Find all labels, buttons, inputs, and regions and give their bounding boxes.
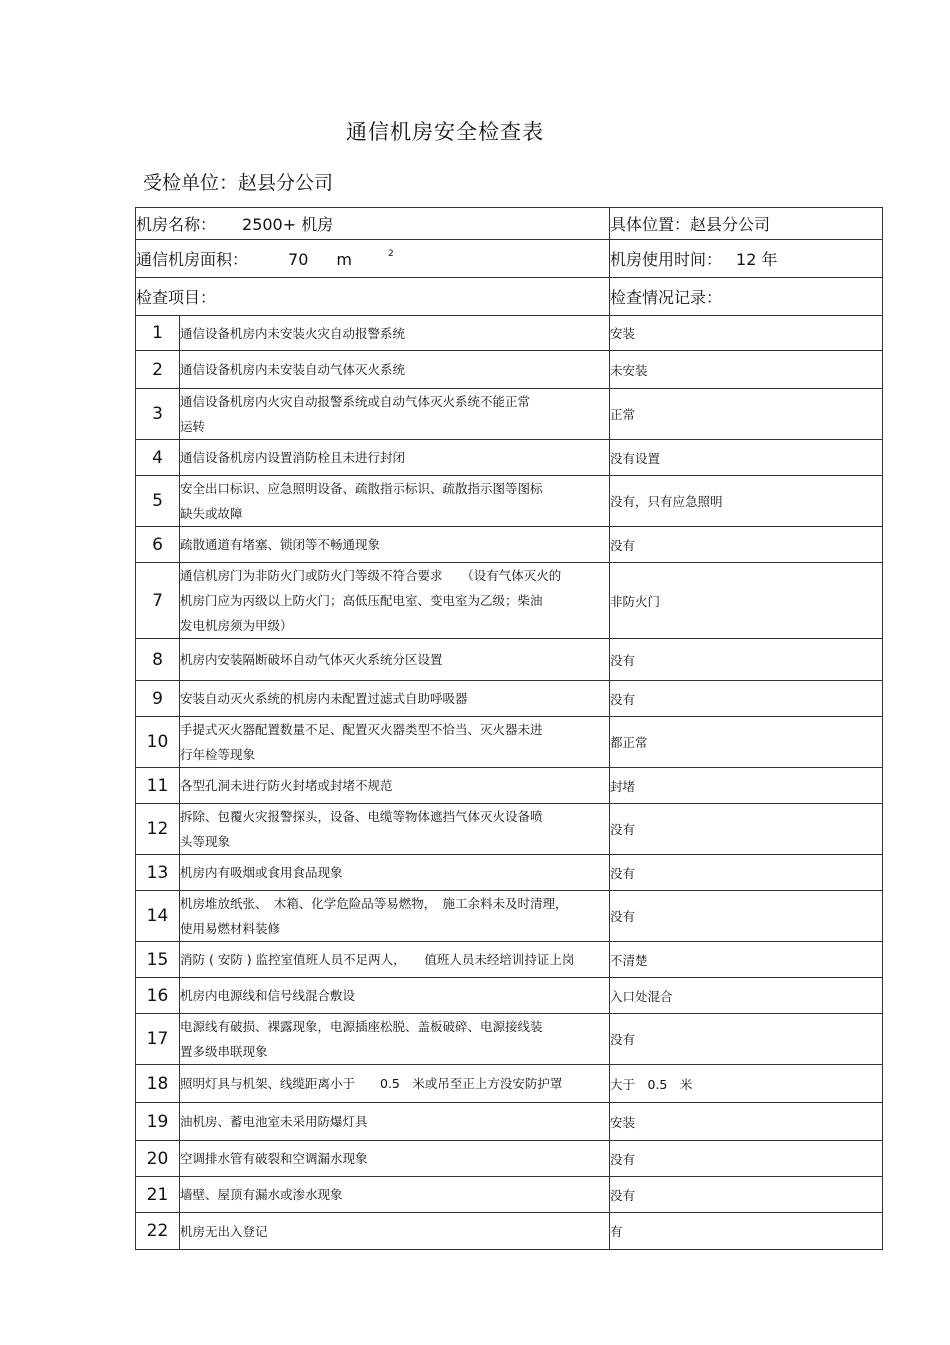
row-result: 大于 0.5 米 [610,1065,883,1103]
row-item-line: 手提式灭火器配置数量不足、配置灭火器类型不恰当、灭火器未进 [180,722,543,737]
row-result: 没有设置 [610,440,883,476]
row-item [180,389,610,440]
row-item-line: 通信设备机房内未安装自动气体灭火系统 [180,362,406,377]
row-item [180,527,610,563]
row-number: 21 [136,1177,180,1213]
row-result: 没有 [610,1141,883,1177]
row-item [180,681,610,717]
row-number: 1 [136,316,180,351]
row-number: 8 [136,639,180,681]
row-number: 11 [136,768,180,804]
header-row-name [136,208,883,240]
row-item [180,1103,610,1141]
row-result: 没有 [610,527,883,563]
row-item [180,1141,610,1177]
row-item-line: 安装自动灭火系统的机房内未配置过滤式自助呼吸器 [180,691,468,706]
row-item [180,717,610,768]
table-row [136,1141,883,1177]
area-unit-superscript: 2 [387,249,394,259]
row-item-line: 消防 ( 安防 ) 监控室值班人员不足两人， 值班人员未经培训持证上岗 [180,952,575,967]
row-item-line: 头等现象 [180,834,231,849]
usage-value: 12 年 [736,250,778,269]
row-item [180,1213,610,1250]
row-result: 没有 [610,639,883,681]
area-value: 70 [288,250,309,269]
row-item-line: 通信设备机房内火灾自动报警系统或自动气体灭火系统不能正常 [180,394,531,409]
row-result: 没有 [610,804,883,855]
row-item-line: 机房内电源线和信号线混合敷设 [180,988,356,1003]
usage-label: 机房使用时间： [610,250,723,269]
row-number: 16 [136,978,180,1014]
row-item-line: 通信设备机房内设置消防栓且未进行封闭 [180,450,406,465]
row-item-line: 油机房、蓄电池室未采用防爆灯具 [180,1114,368,1129]
row-item [180,476,610,527]
row-number: 19 [136,1103,180,1141]
row-item-line: 机房内安装隔断破坏自动气体灭火系统分区设置 [180,652,443,667]
table-row [136,1103,883,1141]
row-item [180,1065,610,1103]
table-row [136,1014,883,1065]
row-item [180,1177,610,1213]
row-item-line: 疏散通道有堵塞、锁闭等不畅通现象 [180,537,381,552]
row-result: 没有，只有应急照明 [610,476,883,527]
column-header-row [136,278,883,316]
row-item [180,978,610,1014]
table-row [136,978,883,1014]
row-item [180,639,610,681]
row-result: 没有 [610,855,883,891]
table-row [136,717,883,768]
location-label: 具体位置： [610,215,691,234]
table-row [136,768,883,804]
row-number: 4 [136,440,180,476]
row-result: 安装 [610,316,883,351]
area-cell [136,240,610,278]
row-item [180,351,610,389]
row-item [180,316,610,351]
row-item-line: 照明灯具与机架、线缆距离小于 0.5 米或吊至正上方没安防护罩 [180,1076,563,1091]
row-item-line: 使用易燃材料装修 [180,921,281,936]
row-result: 入口处混合 [610,978,883,1014]
room-name-value: 2500+ 机房 [242,215,334,234]
row-number: 22 [136,1213,180,1250]
row-number: 7 [136,563,180,639]
row-result: 都正常 [610,717,883,768]
row-item [180,942,610,978]
row-item [180,440,610,476]
area-label: 通信机房面积： [136,250,249,269]
row-item-line: 电源线有破损、裸露现象，电源插座松脱、盖板破碎、电源接线装 [180,1019,543,1034]
row-item [180,563,610,639]
row-result: 未安装 [610,351,883,389]
row-number: 10 [136,717,180,768]
table-row [136,351,883,389]
table-row [136,942,883,978]
header-row-area [136,240,883,278]
row-number: 14 [136,891,180,942]
row-result: 没有 [610,1014,883,1065]
usage-cell [610,240,883,278]
row-result: 有 [610,1213,883,1250]
room-name-cell [136,208,610,240]
row-number: 15 [136,942,180,978]
table-row [136,681,883,717]
row-number: 13 [136,855,180,891]
row-item-line: 运转 [180,419,206,434]
table-row [136,855,883,891]
row-item-line: 各型孔洞未进行防火封堵或封堵不规范 [180,778,393,793]
row-item [180,768,610,804]
row-result: 安装 [610,1103,883,1141]
row-result: 没有 [610,1177,883,1213]
row-item-line: 机房内有吸烟或食用食品现象 [180,865,343,880]
row-number: 17 [136,1014,180,1065]
table-row [136,389,883,440]
row-number: 9 [136,681,180,717]
table-row [136,804,883,855]
table-row [136,563,883,639]
table-row [136,639,883,681]
row-item-line: 通信机房门为非防火门或防火门等级不符合要求 （设有气体灭火的 [180,568,562,583]
room-name-label: 机房名称： [136,215,217,234]
row-item-line: 安全出口标识、应急照明设备、疏散指示标识、疏散指示图等图标 [180,481,543,496]
table-row [136,891,883,942]
table-row [136,1065,883,1103]
location-cell [610,208,883,240]
row-result: 不清楚 [610,942,883,978]
row-number: 3 [136,389,180,440]
row-item-line: 行年检等现象 [180,747,256,762]
table-row [136,1213,883,1250]
row-number: 6 [136,527,180,563]
row-item-line: 拆除、包覆火灾报警探头，设备、电缆等物体遮挡气体灭火设备喷 [180,809,543,824]
row-item [180,804,610,855]
row-item-line: 空调排水管有破裂和空调漏水现象 [180,1151,368,1166]
row-item [180,1014,610,1065]
row-item-line: 机房门应为丙级以上防火门；高低压配电室、变电室为乙级；柴油 [180,593,543,608]
table-row [136,476,883,527]
row-item-line: 墙壁、屋顶有漏水或渗水现象 [180,1187,343,1202]
row-item-line: 发电机房须为甲级） [180,618,293,633]
row-number: 5 [136,476,180,527]
table-row [136,316,883,351]
row-item-line: 机房堆放纸张、 木箱、化学危险品等易燃物， 施工余料未及时清理， [180,896,568,911]
inspected-unit: 受检单位：赵县分公司 [143,172,334,194]
column-header-item: 检查项目： [136,278,610,316]
row-number: 18 [136,1065,180,1103]
row-result: 没有 [610,891,883,942]
row-item-line: 缺失或故障 [180,506,243,521]
row-number: 2 [136,351,180,389]
table-row [136,1177,883,1213]
area-unit: m [336,250,352,269]
row-result: 封堵 [610,768,883,804]
row-number: 20 [136,1141,180,1177]
row-item-line: 通信设备机房内未安装火灾自动报警系统 [180,325,406,341]
inspection-table [135,207,883,1250]
table-row [136,440,883,476]
row-item-line: 置多级串联现象 [180,1044,268,1059]
column-header-record: 检查情况记录： [610,278,883,316]
row-item [180,855,610,891]
table-row [136,527,883,563]
row-result: 没有 [610,681,883,717]
row-result: 非防火门 [610,563,883,639]
row-item [180,891,610,942]
page-title: 通信机房安全检查表 [346,120,544,144]
row-number: 12 [136,804,180,855]
location-value: 赵县分公司 [690,215,771,234]
row-item-line: 机房无出入登记 [180,1223,268,1239]
row-result: 正常 [610,389,883,440]
